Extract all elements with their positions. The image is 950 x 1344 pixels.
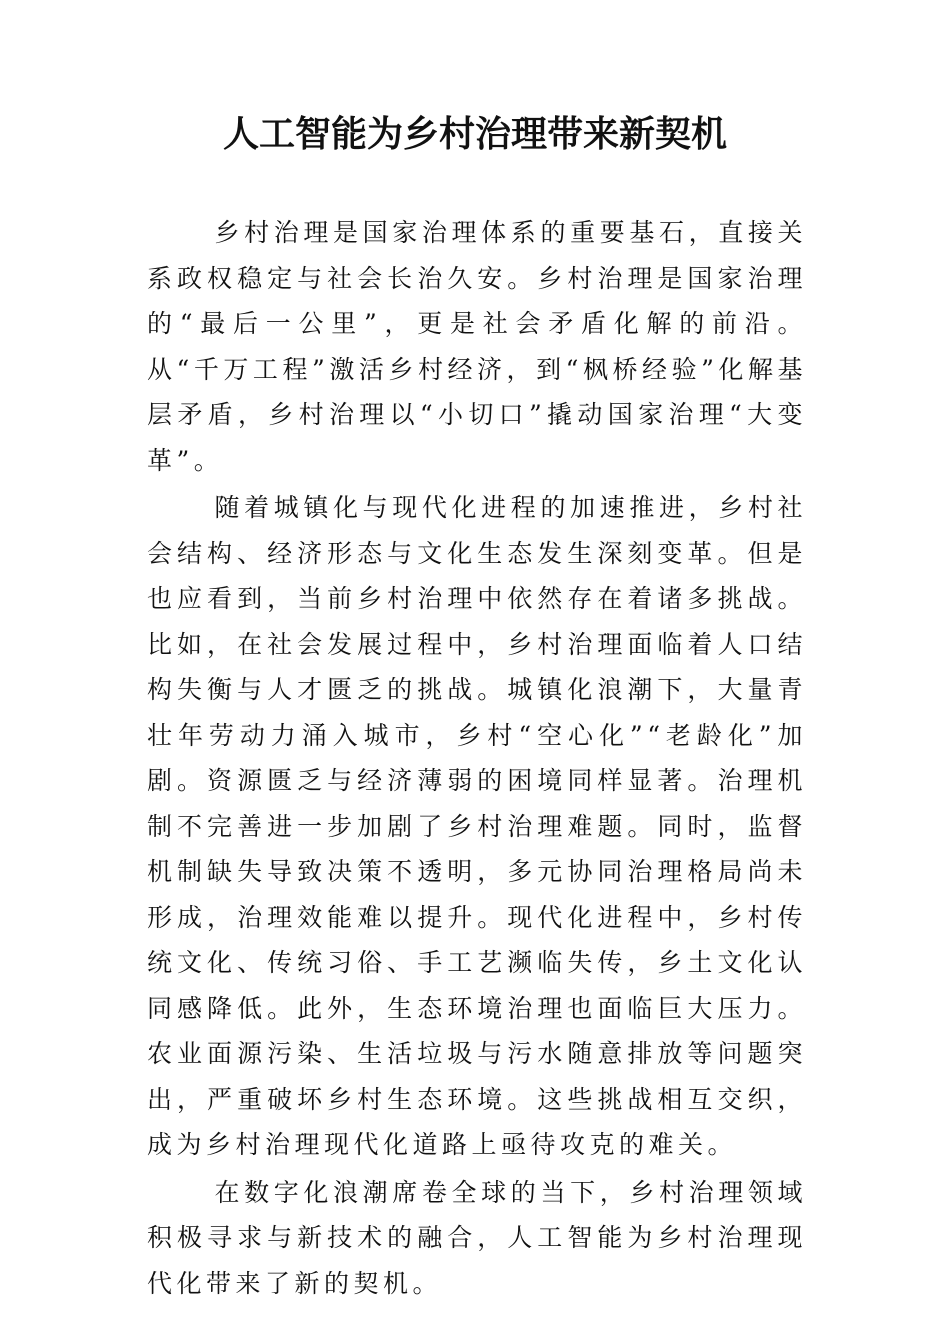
- paragraph-3: 在数字化浪潮席卷全球的当下，乡村治理领域积极寻求与新技术的融合，人工智能为乡村治理现代化带来了新的契机。: [147, 1177, 807, 1298]
- document-title: 人工智能为乡村治理带来新契机: [222, 113, 727, 155]
- document-body: [147, 210, 807, 1308]
- paragraph-1: 乡村治理是国家治理体系的重要基石，直接关系政权稳定与社会长治久安。乡村治理是国家治理的“最后一公里”，更是社会矛盾化解的前沿。从“千万工程”激活乡村经济，到“枫桥经验”化解基层矛盾，乡村治理以“小切口”撬动国家治理“大变革”。: [147, 218, 807, 475]
- paragraph-2: 随着城镇化与现代化进程的加速推进，乡村社会结构、经济形态与文化生态发生深刻变革。但是也应看到，当前乡村治理中依然存在着诸多挑战。比如，在社会发展过程中，乡村治理面临着人口结构失衡与人才匮乏的挑战。城镇化浪潮下，大量青壮年劳动力涌入城市，乡村“空心化”“老龄化”加剧。资源匮乏与经济薄弱的困境同样显著。治理机制不完善进一步加剧了乡村治理难题。同时，监督机制缺失导致决策不透明，多元协同治理格局尚未形成，治理效能难以提升。现代化进程中，乡村传统文化、传统习俗、手工艺濒临失传，乡土文化认同感降低。此外，生态环境治理也面临巨大压力。农业面源污染、生活垃圾与污水随意排放等问题突出，严重破坏乡村生态环境。这些挑战相互交织，成为乡村治理现代化道路上亟待攻克的难关。: [147, 493, 807, 1159]
